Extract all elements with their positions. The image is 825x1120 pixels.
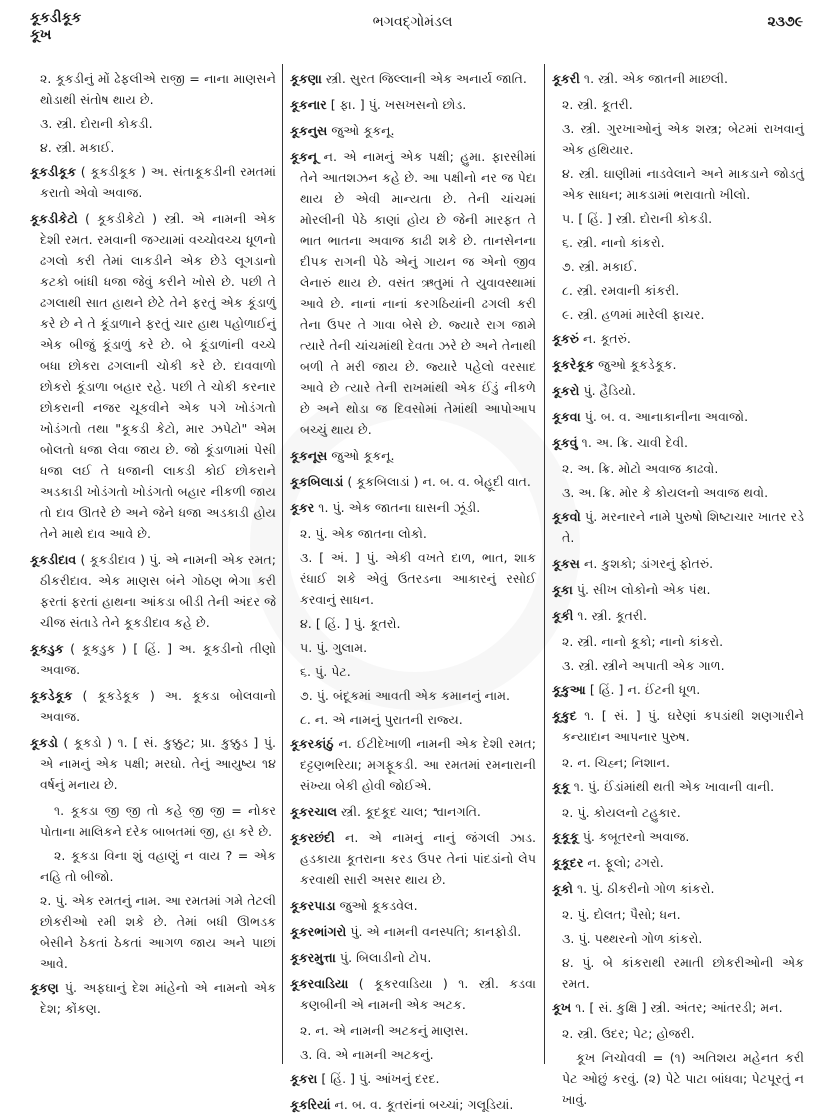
headword: કૂકડો <box>30 735 58 750</box>
entry-sense <box>552 256 804 277</box>
definition-text: પું. બ. વ. આનાકાનીના અવાજો. <box>580 409 749 424</box>
dictionary-entry <box>290 1068 536 1089</box>
dictionary-entry <box>30 208 276 544</box>
definition-text: સ્ત્રી. સુરત જિલ્લાની એક અનાર્ય જાતિ. <box>321 71 527 86</box>
entry-sense <box>290 1044 536 1065</box>
definition-text: ૨. પું. કોયલનો ટહુકાર. <box>562 805 681 820</box>
definition-text: ( કૂકબિલાડાં ) ન. બ. વ. બેહૂદી વાત. <box>343 474 531 489</box>
dictionary-entry <box>552 432 804 453</box>
definition-text: ૮. ન. એ નામનું પુરાતની રાજ્ય. <box>300 712 463 727</box>
definition-text: ૪. પું. બે કાંકરાથી રમાતી છોકરીઓની એક રમત. <box>562 955 804 991</box>
dictionary-entry <box>290 1094 536 1115</box>
entry-sense <box>30 890 276 974</box>
definition-text: [ હિં. ] ન. ઈંટની ધૂળ. <box>585 682 701 697</box>
definition-text: ૬. પું. પેટ. <box>300 664 351 679</box>
headword: કૂકરેકૂક <box>552 357 595 372</box>
definition-text: ( કૂકડીકેટો ) સ્ત્રી. એ નામની એક દેશી રમત. રમવાની જગ્યામાં વચ્ચોવચ્ચ ધૂળનો ઢગલો કરી તેમાં લાકડીને એક છેડે લૂગડાનો કટકો બાંધી ધજા જેવું કરીને ખોસે છે. પછી તે ઢગલાથી સાત હાથને છેટે તેને ફરતું એક કૂંડાળું કરે છે ને તે કૂંડાળાને ફરતું ચાર હાથ પહોળાઈનું એક બીજું કૂંડાળું કરે છે. બે કૂંડાળાંની વચ્ચે બધા છોકરા ઢગલાની ચોકી કરે છે. દાવવાળો છોકરો કૂંડાળા બહાર રહે. પછી તે ચોકી કરનાર છોકરાની નજર ચૂકવીને એક પગે ખોડંગતો ખોડંગતો તથા "કૂકડી કેટો, માર ઝપેટો" એમ બોલતો ધજા લેવા જાય છે. જો કૂંડાળામાં પેસી ધજા લઈ તે ધજાની લાકડી કોઈ છોકરાને અડકાડી ખોડંગતો ખોડંગતો બહાર નીકળી જાય તો દાવ ઊતરે છે અને જેને ધજા અડકાડી હોય તેને માથે દાવ આવે છે. <box>40 211 276 541</box>
entry-sense <box>30 845 276 887</box>
definition-text: ( કૂકડુક ) [ હિં. ] અ. કૂકડીનો તીણો અવાજ. <box>40 641 276 677</box>
headword: કૂકૂદર <box>552 855 584 870</box>
definition-text: [ ફા. ] પું. ખસખસનો છોડ. <box>326 97 467 112</box>
entry-sense <box>552 458 804 479</box>
definition-text: પું. હૈડિયો. <box>579 383 636 398</box>
entry-sense <box>552 482 804 503</box>
definition-text: ન. ઈટીદેખાળી નામની એક દેશી રમત; દટ્ટણભરિયા; મગફૂકડી. આ રમતમાં રમનારાની સંખ્યા બેકી હોવી જોઈએ. <box>300 736 536 793</box>
entry-sense <box>290 709 536 730</box>
dictionary-entry <box>552 605 804 626</box>
guide-word-first: કૂકડીકૂક <box>30 10 82 26</box>
headword: કૂકો <box>552 881 573 896</box>
column-divider <box>282 64 283 1064</box>
headword: કૂકરમુત્તા <box>290 950 336 965</box>
definition-text: ૫. પું. ગુલામ. <box>300 640 368 655</box>
dictionary-entry <box>552 776 804 797</box>
definition-text: ૧. [ સં. ] પું. ઘરેણાં કપડાંથી શણગારીને કન્યાદાન આપનાર પુરુષ. <box>562 708 804 744</box>
headword: કૂકરછંદી <box>290 830 335 845</box>
headword: કૂકબિલાડાં <box>290 474 344 489</box>
definition-text: પું. એ નામની વનસ્પતિ; કાનફોડી. <box>346 924 522 939</box>
definition-text: ૨. સ્ત્રી. કૂતરી. <box>562 97 633 112</box>
headword: કૂકરું <box>552 331 580 346</box>
headword: કૂકનૂ <box>290 149 318 164</box>
headword: કૂકવા <box>552 409 581 424</box>
dictionary-entry <box>552 579 804 600</box>
definition-text: ૧. અ. ક્રિ. ચાવી દેવી. <box>577 435 688 450</box>
definition-text: ન. બ. વ. કૂતરાંનાં બચ્ચાં; ગલૂડિયાં. <box>330 1097 514 1112</box>
dictionary-entry <box>552 68 804 89</box>
dictionary-entry <box>290 94 536 115</box>
entry-sense <box>290 685 536 706</box>
headword: કૂખ <box>552 1000 572 1015</box>
definition-text: ન. ફૂલો; ઢગરો. <box>583 855 664 870</box>
dictionary-entry <box>30 638 276 680</box>
headword: કૂકા <box>552 582 573 597</box>
definition-text: ૯. સ્ત્રી. હળમાં મારેલી ફાચર. <box>562 307 705 322</box>
headword: કૂકનૂસ <box>290 448 328 463</box>
entry-sense <box>552 280 804 301</box>
headword: કૂકુદ <box>552 708 577 723</box>
headword: કૂકરભાંગરો <box>290 924 347 939</box>
dictionary-entry <box>552 328 804 349</box>
entry-sense <box>30 113 276 134</box>
definition-text: જુઓ કૂકડવેલ. <box>335 898 418 913</box>
entry-sense <box>552 1047 804 1110</box>
headword: કૂકસ <box>552 556 580 571</box>
entry-sense <box>290 661 536 682</box>
dictionary-entry <box>552 878 804 899</box>
headword: કૂકરા <box>290 1071 318 1086</box>
dictionary-entry <box>30 549 276 633</box>
headword: કૂકૂ <box>552 779 570 794</box>
entry-sense <box>552 631 804 652</box>
definition-text: ૨. ન. એ નામની અટકનું માણસ. <box>300 1023 469 1038</box>
dictionary-entry <box>290 921 536 942</box>
page-number: ૨૩૭૯ <box>767 14 803 30</box>
headword: કૂકનાર <box>290 97 327 112</box>
book-title: ભગવદ્ગોમંડલ <box>372 14 453 30</box>
headword: કૂકરવાડિયા <box>290 976 349 991</box>
definition-text: ૧. પું. એક જાતના ઘાસની ઝૂંડી. <box>314 500 481 515</box>
definition-text: પું. મરનારને નામે પુરુષો શિષ્ટાચાર ખાતર રડે તે. <box>562 509 804 545</box>
headword: કૂકરપાડા <box>290 898 336 913</box>
headword: કૂકણ <box>30 980 59 995</box>
definition-text: ૨. સ્ત્રી. ઉદર; પેટ; હોજરી. <box>562 1026 695 1041</box>
entry-sense <box>290 613 536 634</box>
definition-text: સ્ત્રી. કૂદકૂદ ચાલ; શ્વાનગતિ. <box>336 804 481 819</box>
headword: કૂકરકાંઠું <box>290 736 334 751</box>
definition-text: ૧. પું. ઠીકરીનો ગોળ કાંકરો. <box>572 881 715 896</box>
entry-sense <box>290 1020 536 1041</box>
entry-sense <box>552 752 804 773</box>
headword: કૂકડીકૂક <box>30 164 77 179</box>
definition-text: ૭. સ્ત્રી. મકાઈ. <box>562 259 638 274</box>
definition-text: ૩. [ અં. ] પું. એકી વખતે દાળ, ભાત, શાક રંધાઈ શકે એવું ઉતરડના આકારનું રસોઈ કરવાનું સાધન. <box>300 550 536 607</box>
definition-text: ૨. પું. દોલત; પૈસો; ધન. <box>562 907 681 922</box>
dictionary-entry <box>30 161 276 203</box>
entry-sense <box>30 137 276 158</box>
definition-text: જુઓ કૂકનૂ. <box>327 123 395 138</box>
definition-text: ( કૂકડીદાવ ) પું. એ નામની એક રમત; ઠીકરીદાવ. એક માણસ બંને ગોઠણ ભેગા કરી ફરતાં ફરતાં હાથના આંકડા બીડી તેની અંદર જે ચીજ સંતાડે તેને કૂકડીદાવ કહે છે. <box>40 552 276 630</box>
definition-text: જુઓ કૂકડેકૂક. <box>594 357 677 372</box>
entry-sense <box>30 800 276 842</box>
headword: કૂકવું <box>552 435 578 450</box>
dictionary-entry <box>290 445 536 466</box>
dictionary-entry <box>290 68 536 89</box>
dictionary-entry <box>30 685 276 727</box>
definition-text: ( કૂકડીકૂક ) અ. સંતાકૂકડીની રમતમાં કરાતો એવો અવાજ. <box>40 164 276 200</box>
definition-text: ૩. અ. ક્રિ. મોર કે કોયલનો અવાજ થવો. <box>562 485 769 500</box>
entry-sense <box>552 163 804 205</box>
definition-text: ન. કૂતરું. <box>579 331 631 346</box>
dictionary-entry <box>552 679 804 700</box>
definition-text: ૪. સ્ત્રી. મકાઈ. <box>40 140 115 155</box>
headword: કૂકરચાલ <box>290 804 337 819</box>
guide-word-last: કૂખ <box>30 27 52 43</box>
definition-text: ૩. વિ. એ નામની અટકનું. <box>300 1047 434 1062</box>
dictionary-entry <box>30 977 276 1019</box>
dictionary-entry <box>290 146 536 440</box>
definition-text: કૂખ નિચોવવી = (૧) અતિશય મહેનત કરી પેટ ઓછું કરવું. (૨) પેટે પાટા બાંધવા; પેટપૂરતું ન ખાવું. <box>562 1050 804 1107</box>
entry-sense <box>290 547 536 610</box>
headword: કૂકડુક <box>30 641 64 656</box>
definition-text: ૧. સ્ત્રી. એક જાતની માછલી. <box>579 71 729 86</box>
headword: કૂકનુસ <box>290 123 328 138</box>
definition-text: ૩. સ્ત્રી. દોરાની કોકડી. <box>40 116 153 131</box>
definition-text: ૩. સ્ત્રી. ગુરખાઓનું એક શસ્ત્ર; બેટમાં રાખવાનું એક હથિયાર. <box>562 121 804 157</box>
headword: કૂકવો <box>552 509 581 524</box>
dictionary-entry <box>290 733 536 796</box>
column-right <box>552 68 804 1113</box>
definition-text: ૧. પું. ઈંડાંમાંથી થતી એક ખાવાની વાની. <box>569 779 775 794</box>
dictionary-entry <box>552 826 804 847</box>
definition-text: ૬. સ્ત્રી. નાનો કાંકરો. <box>562 235 665 250</box>
definition-text: ૮. સ્ત્રી. રમવાની કાંકરી. <box>562 283 680 298</box>
entry-sense <box>552 928 804 949</box>
headword: કૂકુઆ <box>552 682 586 697</box>
headword: કૂકણા <box>290 71 322 86</box>
dictionary-entry <box>552 406 804 427</box>
definition-text: ૭. પું. બંદૂકમાં આવતી એક કમાનનું નામ. <box>300 688 510 703</box>
definition-text: ૧. સ્ત્રી. કૂતરી. <box>573 608 647 623</box>
headword: કૂકી <box>552 608 574 623</box>
dictionary-entry <box>552 852 804 873</box>
headword: કૂકરો <box>552 383 580 398</box>
definition-text: જુઓ કૂકનૂ. <box>327 448 395 463</box>
entry-sense <box>552 304 804 325</box>
dictionary-entry <box>290 895 536 916</box>
headword: કૂકડેકૂક <box>30 688 73 703</box>
entry-sense <box>552 1023 804 1044</box>
definition-text: ૨. પું. એક જાતના લોકો. <box>300 526 427 541</box>
dictionary-entry <box>290 801 536 822</box>
dictionary-entry <box>552 380 804 401</box>
dictionary-entry <box>30 732 276 795</box>
definition-text: ( કૂકડો ) ૧. [ સં. કુક્કુટ; પ્રા. કુક્કુડ ] પું. એ નામનું એક પક્ષી; મરઘો. તેનું આયુષ્ય ૧૪ વર્ષનું મનાય છે. <box>40 735 276 792</box>
dictionary-entry <box>290 973 536 1015</box>
dictionary-entry <box>290 827 536 890</box>
entry-sense <box>30 68 276 110</box>
entry-sense <box>552 904 804 925</box>
definition-text: ૨. પું. એક રમતનું નામ. આ રમતમાં ગમે તેટલી છોકરીઓ રમી શકે છે. તેમાં બધી ઊભડક બેસીને ઠેકતાં ઠેકતાં આગળ જાય અને પાછાં આવે. <box>40 893 276 971</box>
definition-text: ૧. [ સં. કુક્ષિ ] સ્ત્રી. અંતર; આંતરડી; મન. <box>571 1000 783 1015</box>
definition-text: ૩. પું. પથ્થરનો ગોળ કાંકરો. <box>562 931 703 946</box>
dictionary-entry <box>290 471 536 492</box>
definition-text: ૪. સ્ત્રી. ઘાણીમાં નાડવેલાને અને માકડાને જોડતું એક સાધન; માકડામાં ભરાવાતો ખીલો. <box>562 166 804 202</box>
dictionary-entry <box>552 553 804 574</box>
definition-text: પું. સીખ લોકોનો એક પંથ. <box>572 582 711 597</box>
entry-sense <box>290 523 536 544</box>
column-left <box>30 68 276 1024</box>
definition-text: [ હિં. ] પું. આંખનું દરદ. <box>317 1071 440 1086</box>
definition-text: ૨. અ. ક્રિ. મોટો અવાજ કાઢવો. <box>562 461 719 476</box>
entry-sense <box>552 118 804 160</box>
dictionary-entry <box>290 497 536 518</box>
definition-text: ૨. સ્ત્રી. નાનો કૂકો; નાનો કાંકરો. <box>562 634 724 649</box>
definition-text: ૧. કૂકડા જી જી તો કહે જી જી = નોકર પોતાના માલિકને દરેક બાબતમાં જી, હા કરે છે. <box>40 803 276 839</box>
definition-text: ( કૂકરવાડિયા ) ૧. સ્ત્રી. કડવા કણબીની એ નામની એક અટક. <box>300 976 536 1012</box>
entry-sense <box>552 952 804 994</box>
definition-text: ન. એ નામનું નાનું જંગલી ઝાડ. હડકાયા કૂતરાના કરડ ઉપર તેનાં પાંદડાંનો લેપ કરવાથી સારી અસર થાય છે. <box>300 830 536 887</box>
definition-text: ૨. ન. ચિહ્ન; નિશાન. <box>562 755 670 770</box>
definition-text: ૨. કૂકડીનું મોં ઢેફલીએ રાજી = નાના માણસને થોડાથી સંતોષ થાય છે. <box>40 71 276 107</box>
headword: કૂકૂકૂ <box>552 829 579 844</box>
definition-text: પું. અફઘાનું દેશ માંહેનો એ નામનો એક દેશ; કોંકણ. <box>40 980 276 1016</box>
headword: કૂકડીકેટો <box>30 211 78 226</box>
dictionary-entry <box>552 506 804 548</box>
column-divider <box>544 64 545 1064</box>
entry-sense <box>552 232 804 253</box>
definition-text: ૩. સ્ત્રી. સ્ત્રીને અપાતી એક ગાળ. <box>562 658 725 673</box>
headword: કૂકરી <box>552 71 580 86</box>
definition-text: ૫. [ હિં. ] સ્ત્રી. દોરાની કોકડી. <box>562 211 713 226</box>
definition-text: ૪. [ હિં. ] પું. કૂતરો. <box>300 616 401 631</box>
definition-text: ન. એ નામનું એક પક્ષી; હુમા. ફારસીમાં તેને આતશઝન કહે છે. આ પક્ષીનો નર જ પેદા થાય છે એવી માન્યતા છે. તેની ચાંચમાં મોરલીની પેઠે કાણાં હોય છે જેની મારફત તે ભાત ભાતના અવાજ કાઢી શકે છે. તાનસેનના દીપક રાગની પેઠે એનું ગાયન જ એનો જીવ લેનારું થાય છે. વસંત ઋતુમાં તે યુવાવસ્થામાં આવે છે. નાનાં નાનાં કરગઠિયાંની ઢગલી કરી તેના ઉપર તે ગાવા બેસે છે. જ્યારે રાગ જામે ત્યારે તેની ચાંચમાંથી દેવતા ઝરે છે અને તેનાથી બળી તે મરી જાય છે. જ્યારે પહેલો વરસાદ આવે છે ત્યારે તેની રાખમાંથી એક ઈંડું નીકળે છે અને થોડા જ દિવસોમાં તેમાંથી આપોઆપ બચ્ચું થાય છે. <box>300 149 536 437</box>
dictionary-entry <box>552 705 804 747</box>
entry-sense <box>552 802 804 823</box>
definition-text: ૨. કૂકડા વિના શું વહાણું ન વાય ? = એક નહિ તો બીજો. <box>40 848 276 884</box>
definition-text: પું. બિલાડીનો ટોપ. <box>335 950 432 965</box>
entry-sense <box>552 655 804 676</box>
dictionary-entry <box>290 947 536 968</box>
dictionary-entry <box>552 354 804 375</box>
dictionary-entry <box>290 120 536 141</box>
column-middle <box>290 68 536 1120</box>
entry-sense <box>552 94 804 115</box>
dictionary-entry <box>552 997 804 1018</box>
definition-text: ( કૂકડેકૂક ) અ. કૂકડા બોલવાનો અવાજ. <box>40 688 276 724</box>
entry-sense <box>290 637 536 658</box>
headword: કૂકર <box>290 500 315 515</box>
headword: કૂકડીદાવ <box>30 552 77 567</box>
definition-text: પું. કબૂતરનો અવાજ. <box>578 829 690 844</box>
headword: કૂકરિયાં <box>290 1097 331 1112</box>
entry-sense <box>552 208 804 229</box>
definition-text: ન. કુશકો; ડાંગરનું ફોતરું. <box>579 556 714 571</box>
